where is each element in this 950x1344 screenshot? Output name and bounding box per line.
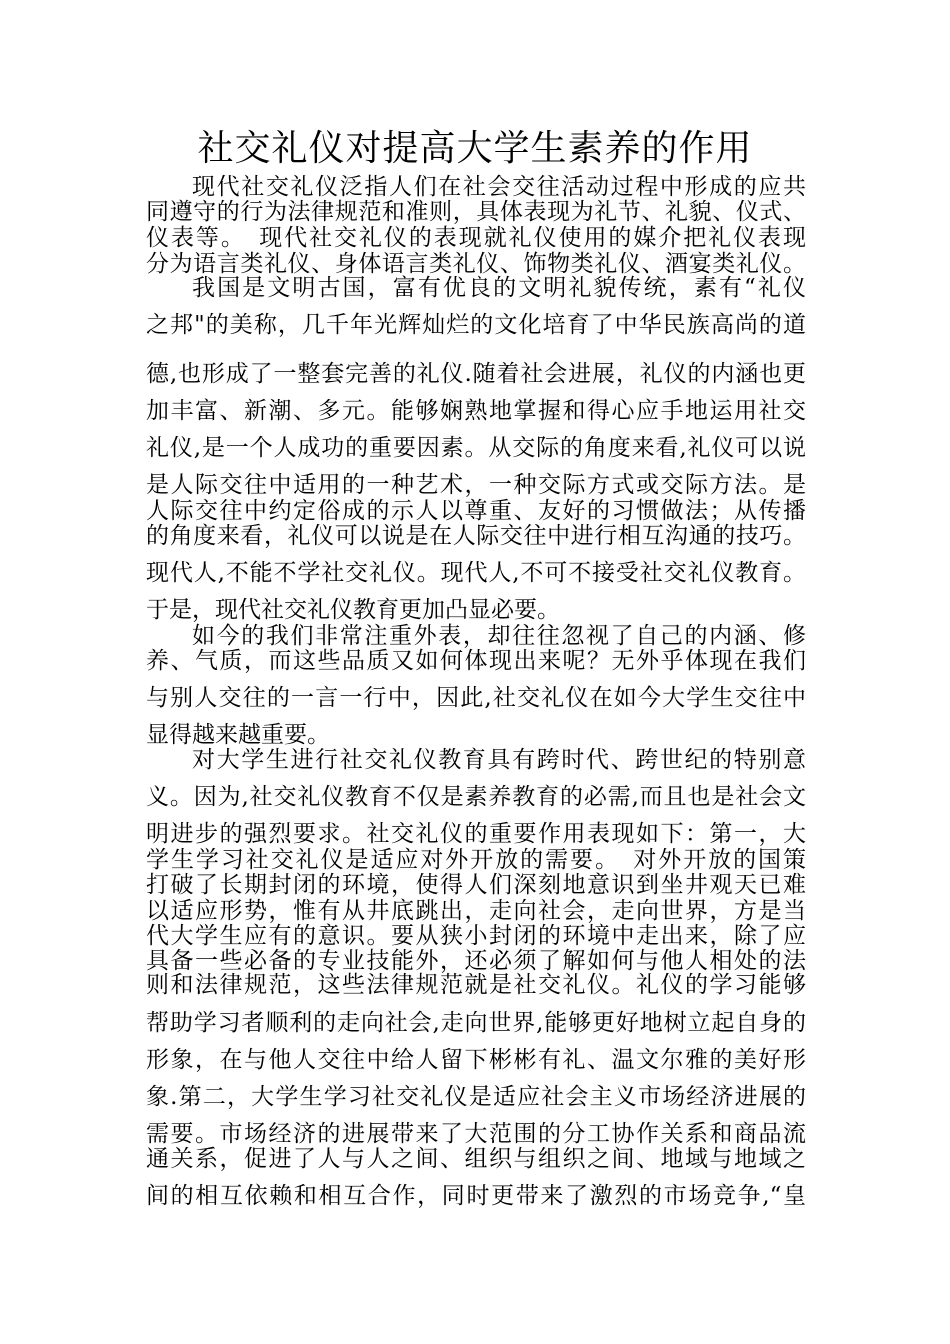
paragraph-line: 需要。市场经济的进展带来了大范围的分工协作关系和商品流 (146, 1121, 806, 1147)
paragraph-line: 以适应形势，惟有从井底跳出，走向社会，走向世界，方是当 (146, 898, 806, 924)
paragraph-line: 是人际交往中适用的一种艺术，一种交际方式或交际方法。是 (146, 472, 806, 498)
paragraph-line: 与别人交往的一言一行中，因此,社交礼仪在如今大学生交往中 (146, 685, 806, 711)
paragraph-line: 分为语言类礼仪、身体语言类礼仪、饰物类礼仪、酒宴类礼仪。 (146, 251, 806, 277)
paragraph-line: 帮助学习者顺利的走向社会,走向世界,能够更好地树立起自身的 (146, 1010, 806, 1036)
paragraph-line: 则和法律规范，这些法律规范就是社交礼仪。礼仪的学习能够 (146, 972, 806, 998)
paragraph-line: 间的相互依赖和相互合作，同时更带来了激烈的市场竞争,“皇 (146, 1183, 806, 1209)
paragraph-line: 代大学生应有的意识。要从狭小封闭的环境中走出来，除了应 (146, 923, 806, 949)
document-title: 社交礼仪对提高大学生素养的作用 (197, 128, 753, 169)
paragraph-line: 同遵守的行为法律规范和准则，具体表现为礼节、礼貌、仪式、 (146, 199, 806, 225)
paragraph-line: 对大学生进行社交礼仪教育具有跨时代、跨世纪的特别意 (192, 747, 806, 773)
paragraph-line: 的角度来看，礼仪可以说是在人际交往中进行相互沟通的技巧。 (146, 523, 806, 549)
paragraph-line: 于是，现代社交礼仪教育更加凸显必要。 (146, 597, 560, 623)
paragraph-line: 如今的我们非常注重外表，却往往忽视了自己的内涵、修 (192, 623, 806, 649)
paragraph-line: 明进步的强烈要求。社交礼仪的重要作用表现如下：第一，大 (146, 821, 806, 847)
paragraph-line: 现代社交礼仪泛指人们在社会交往活动过程中形成的应共 (192, 174, 806, 200)
paragraph-line: 加丰富、新潮、多元。能够娴熟地掌握和得心应手地运用社交 (146, 398, 806, 424)
paragraph-line: 之邦"的美称，几千年光辉灿烂的文化培育了中华民族高尚的道 (146, 312, 806, 338)
paragraph-line: 养、气质，而这些品质又如何体现出来呢？无外乎体现在我们 (146, 648, 806, 674)
paragraph-line: 礼仪,是一个人成功的重要因素。从交际的角度来看,礼仪可以说 (146, 435, 806, 461)
paragraph-line: 形象，在与他人交往中给人留下彬彬有礼、温文尔雅的美好形 (146, 1047, 806, 1073)
paragraph-line: 显得越来越重要。 (146, 722, 330, 748)
paragraph-line: 人际交往中约定俗成的示人以尊重、友好的习惯做法；从传播 (146, 498, 806, 524)
paragraph-line: 现代人,不能不学社交礼仪。现代人,不可不接受社交礼仪教育。 (146, 560, 806, 586)
paragraph-line: 仪表等。 现代社交礼仪的表现就礼仪使用的媒介把礼仪表现 (146, 225, 806, 251)
paragraph-line: 通关系，促进了人与人之间、组织与组织之间、地域与地域之 (146, 1146, 806, 1172)
paragraph-line: 打破了长期封闭的环境，使得人们深刻地意识到坐井观天已难 (146, 872, 806, 898)
paragraph-line: 义。因为,社交礼仪教育不仅是素养教育的必需,而且也是社会文 (146, 784, 806, 810)
paragraph-line: 德,也形成了一整套完善的礼仪.随着社会进展，礼仪的内涵也更 (146, 361, 806, 387)
paragraph-line: 我国是文明古国，富有优良的文明礼貌传统，素有“礼仪 (192, 275, 806, 301)
paragraph-line: 具备一些必备的专业技能外，还必须了解如何与他人相处的法 (146, 948, 806, 974)
paragraph-line: 象.第二，大学生学习社交礼仪是适应社会主义市场经济进展的 (146, 1084, 806, 1110)
paragraph-line: 学生学习社交礼仪是适应对外开放的需要。 对外开放的国策 (146, 847, 806, 873)
